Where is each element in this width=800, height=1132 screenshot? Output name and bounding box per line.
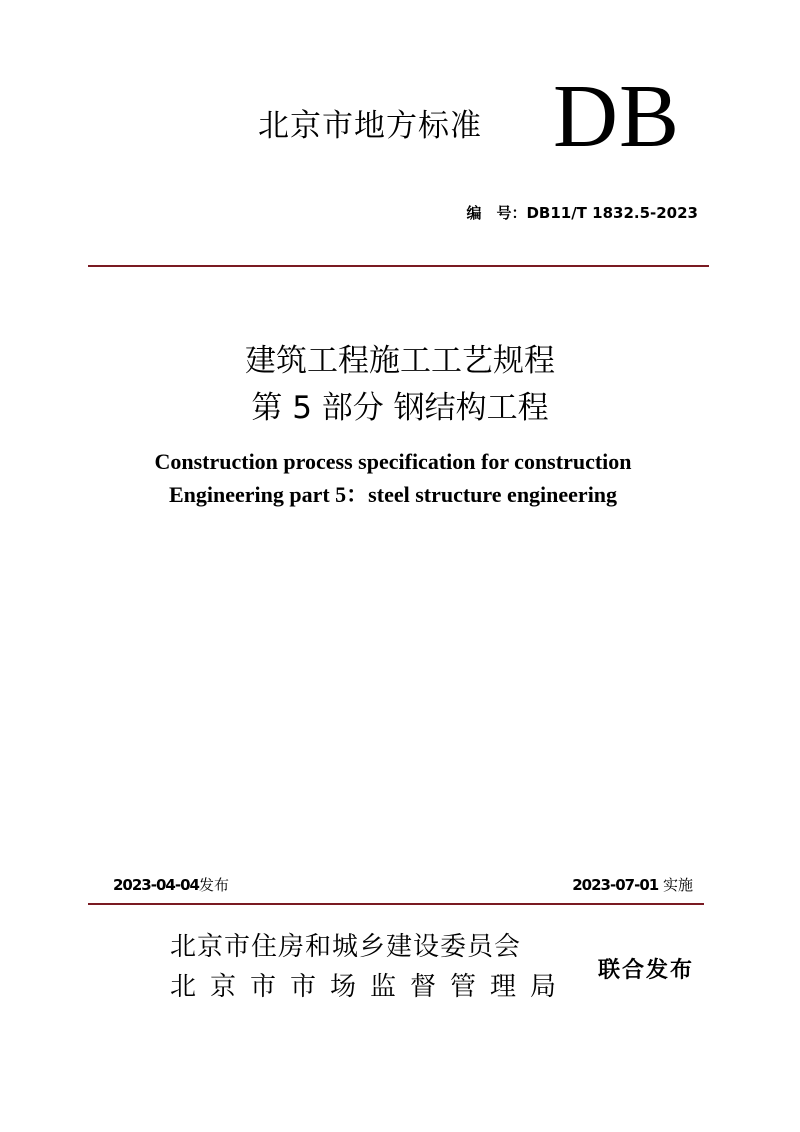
standard-code: 编 号：DB11/T 1832.5-2023 [466, 204, 698, 222]
joint-issue-label: 联合发布 [598, 958, 695, 983]
issuer-org2: 北京市市场监督管理局 [170, 972, 571, 1002]
issue-date: 2023-04-04 [113, 876, 199, 894]
issuer-org1: 北京市住房和城乡建设委员会 [170, 932, 522, 962]
title-en-line2: Engineering part 5：steel structure engineering [168, 482, 618, 507]
issue-label: 发布 [198, 876, 229, 894]
bottom-divider [88, 903, 704, 905]
db-mark: DB [553, 67, 681, 166]
effective-label: 实施 [662, 876, 693, 894]
top-divider [88, 265, 709, 267]
title-cn-line2: 第 5 部分 钢结构工程 [251, 390, 549, 426]
effective-date-block [572, 874, 693, 895]
issue-date-block [113, 874, 229, 895]
title-en-line1: Construction process specification for construction [154, 449, 632, 474]
effective-date: 2023-07-01 [572, 876, 659, 894]
title-cn-line1: 建筑工程施工工艺规程 [245, 343, 555, 379]
standard-label: 北京市地方标准 [258, 108, 482, 144]
